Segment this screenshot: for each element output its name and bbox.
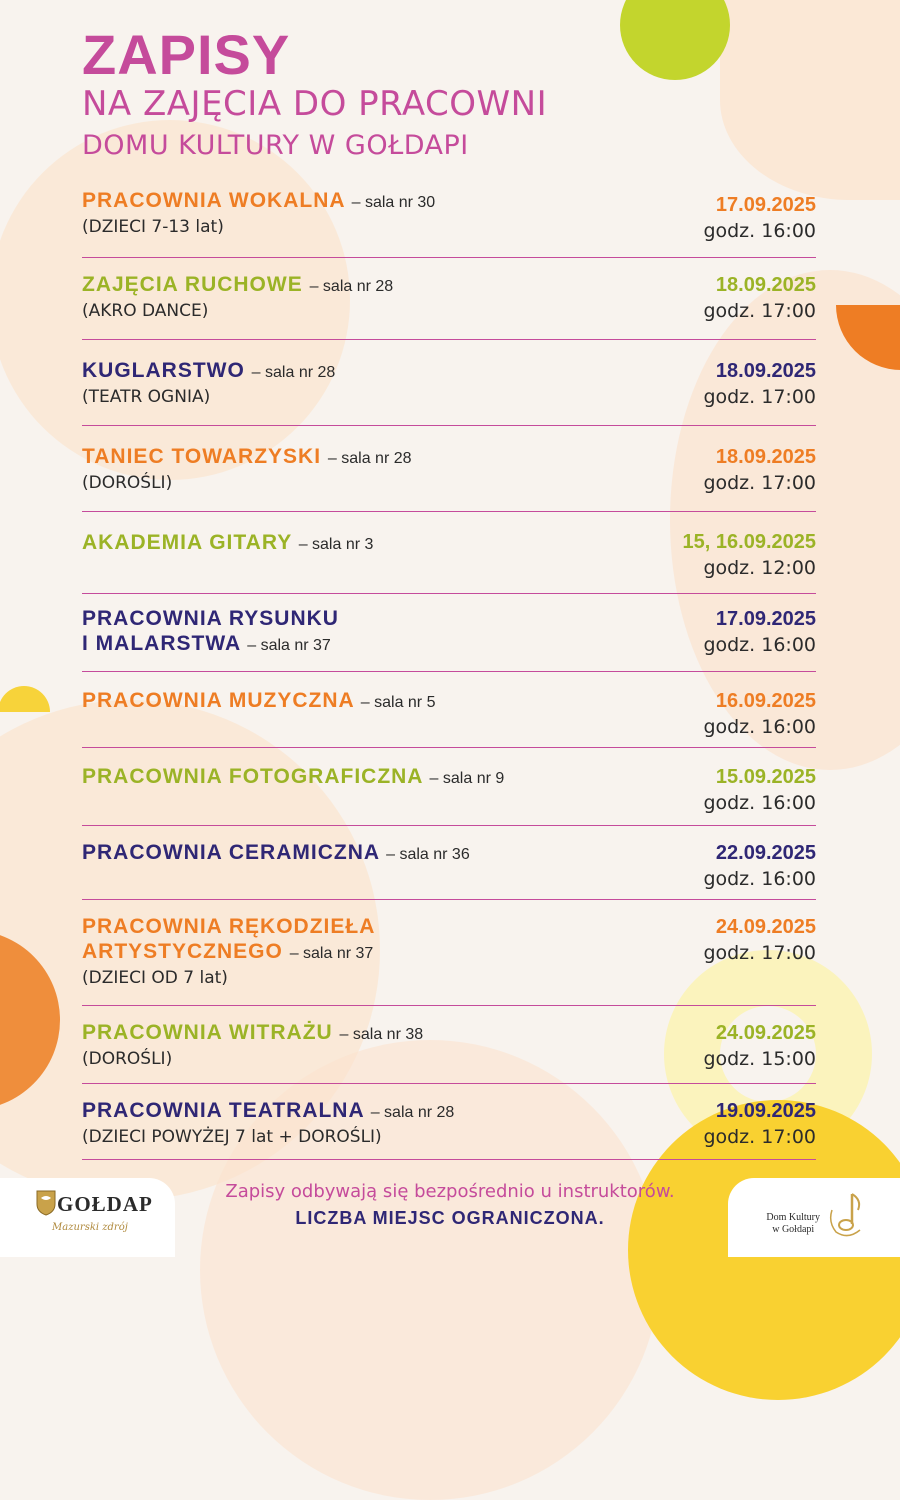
workshop-name: TANIEC TOWARZYSKI – sala nr 28 [82,445,412,468]
workshop-date: 24.09.2025 [715,916,816,938]
workshop-date: 17.09.2025 [715,194,816,216]
workshop-room: – sala nr 28 [327,450,412,467]
workshop-row [82,340,816,426]
goldap-logo-motto: Mazurski zdrój [52,1222,128,1233]
workshop-date: 18.09.2025 [715,446,816,468]
workshop-date: 24.09.2025 [715,1022,816,1044]
workshop-note: (DZIECI OD 7 lat) [82,968,228,988]
workshop-room: – sala nr 28 [309,278,394,295]
workshop-date: 18.09.2025 [715,360,816,382]
workshop-date: 22.09.2025 [715,842,816,864]
workshop-name: PRACOWNIA CERAMICZNA – sala nr 36 [82,841,470,864]
workshop-note: (TEATR OGNIA) [82,387,211,407]
workshop-name: I MALARSTWA – sala nr 37 [82,632,331,655]
workshop-time: godz. 16:00 [703,792,816,814]
workshop-row [82,748,816,826]
goldap-crest-icon [36,1190,56,1216]
workshop-name: PRACOWNIA MUZYCZNA – sala nr 5 [82,689,436,712]
workshop-room: – sala nr 28 [370,1104,455,1121]
workshop-row [82,826,816,900]
workshop-row [82,594,816,672]
workshop-name: PRACOWNIA WITRAŻU – sala nr 38 [82,1021,424,1044]
workshop-date: 16.09.2025 [715,690,816,712]
workshop-time: godz. 17:00 [703,942,816,964]
workshop-name: KUGLARSTWO – sala nr 28 [82,359,336,382]
workshop-room: – sala nr 36 [386,846,470,863]
workshop-row [82,180,816,258]
workshop-room: – sala nr 30 [351,194,436,211]
workshop-date: 15, 16.09.2025 [682,531,816,553]
dom-kultury-logo-text: Dom Kultury w Gołdapi [766,1212,820,1235]
goldap-logo-box [0,1178,175,1257]
workshop-date: 19.09.2025 [715,1100,816,1122]
workshop-time: godz. 17:00 [703,386,816,408]
workshop-note: (DZIECI 7-13 lat) [82,217,224,237]
workshop-time: godz. 16:00 [703,716,816,738]
footer-info: Zapisy odbywają się bezpośrednio u instruktorów. [225,1181,675,1202]
workshop-name-line1: PRACOWNIA RYSUNKU [82,607,339,630]
workshop-date: 18.09.2025 [715,274,816,296]
workshop-note: (AKRO DANCE) [82,301,209,321]
workshop-time: godz. 17:00 [703,1126,816,1148]
workshop-time: godz. 17:00 [703,300,816,322]
workshop-room: – sala nr 37 [247,637,331,654]
workshop-note: (DOROŚLI) [82,1049,173,1069]
workshop-time: godz. 16:00 [703,220,816,242]
workshop-date: 17.09.2025 [715,608,816,630]
workshop-row [82,672,816,748]
workshop-room: – sala nr 28 [251,364,336,381]
bg-circle-lime-top [620,0,730,80]
workshop-room: – sala nr 3 [298,536,374,553]
workshop-room: – sala nr 38 [339,1026,424,1043]
workshop-row [82,1006,816,1084]
workshop-date: 15.09.2025 [715,766,816,788]
workshop-row [82,1084,816,1160]
workshop-time: godz. 17:00 [703,472,816,494]
workshop-list [82,180,816,1160]
workshop-name: PRACOWNIA TEATRALNA – sala nr 28 [82,1099,455,1122]
workshop-time: godz. 16:00 [703,634,816,656]
workshop-name: PRACOWNIA WOKALNA – sala nr 30 [82,189,436,212]
workshop-name: ZAJĘCIA RUCHOWE – sala nr 28 [82,273,394,296]
workshop-name: AKADEMIA GITARY – sala nr 3 [82,531,374,554]
page-subtitle-institution: DOMU KULTURY W GOŁDAPI [82,130,469,161]
workshop-name: ARTYSTYCZNEGO – sala nr 37 [82,940,374,963]
workshop-room: – sala nr 5 [360,694,436,711]
music-note-icon [826,1190,866,1240]
workshop-time: godz. 15:00 [703,1048,816,1070]
workshop-row [82,512,816,594]
workshop-room: – sala nr 9 [429,770,505,787]
workshop-time: godz. 12:00 [703,557,816,579]
footer-notice: LICZBA MIEJSC OGRANICZONA. [295,1208,605,1228]
workshop-name: PRACOWNIA FOTOGRAFICZNA – sala nr 9 [82,765,505,788]
page-subtitle: NA ZAJĘCIA DO PRACOWNI [82,84,548,124]
workshop-row [82,900,816,1006]
workshop-name-line1: PRACOWNIA RĘKODZIEŁA [82,915,376,938]
workshop-note: (DOROŚLI) [82,473,173,493]
workshop-row [82,426,816,512]
workshop-room: – sala nr 37 [289,945,374,962]
bg-circle-peach-top-right [720,0,900,200]
workshop-note: (DZIECI POWYŻEJ 7 lat + DOROŚLI) [82,1127,382,1147]
page-title: ZAPISY [82,23,291,86]
goldap-logo-text: GOŁDAP [57,1192,153,1216]
workshop-row [82,258,816,340]
workshop-time: godz. 16:00 [703,868,816,890]
